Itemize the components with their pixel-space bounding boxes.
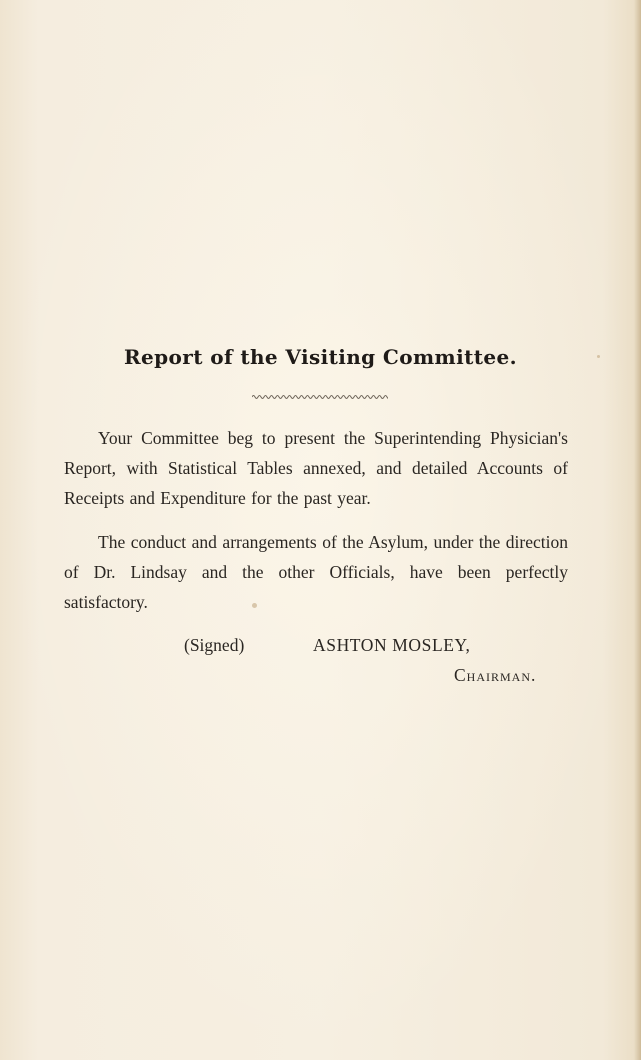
paragraph-text: Your Committee beg to present the Superintending Physician's Report, with Statistical Tables annexed, and detailed Accounts of Receipts and Expenditure for the past year. xyxy=(64,428,568,508)
document-title: Report of the Visiting Committee. xyxy=(124,345,517,369)
signed-label: (Signed) xyxy=(184,635,245,655)
paper-speck xyxy=(597,355,600,358)
conduct-paragraph xyxy=(64,527,568,617)
signatory-name: ASHTON MOSLEY, xyxy=(313,635,471,655)
paper-speck xyxy=(252,603,257,608)
decorative-wavy-rule xyxy=(252,393,388,401)
committee-report-paragraph xyxy=(64,423,568,513)
page-edge-shadow xyxy=(634,0,641,1060)
signatory-role: Chairman. xyxy=(454,665,537,685)
paragraph-text: The conduct and arrangements of the Asylum, under the direction of Dr. Lindsay and the other Officials, have been perfectly satisfactory. xyxy=(64,532,568,612)
